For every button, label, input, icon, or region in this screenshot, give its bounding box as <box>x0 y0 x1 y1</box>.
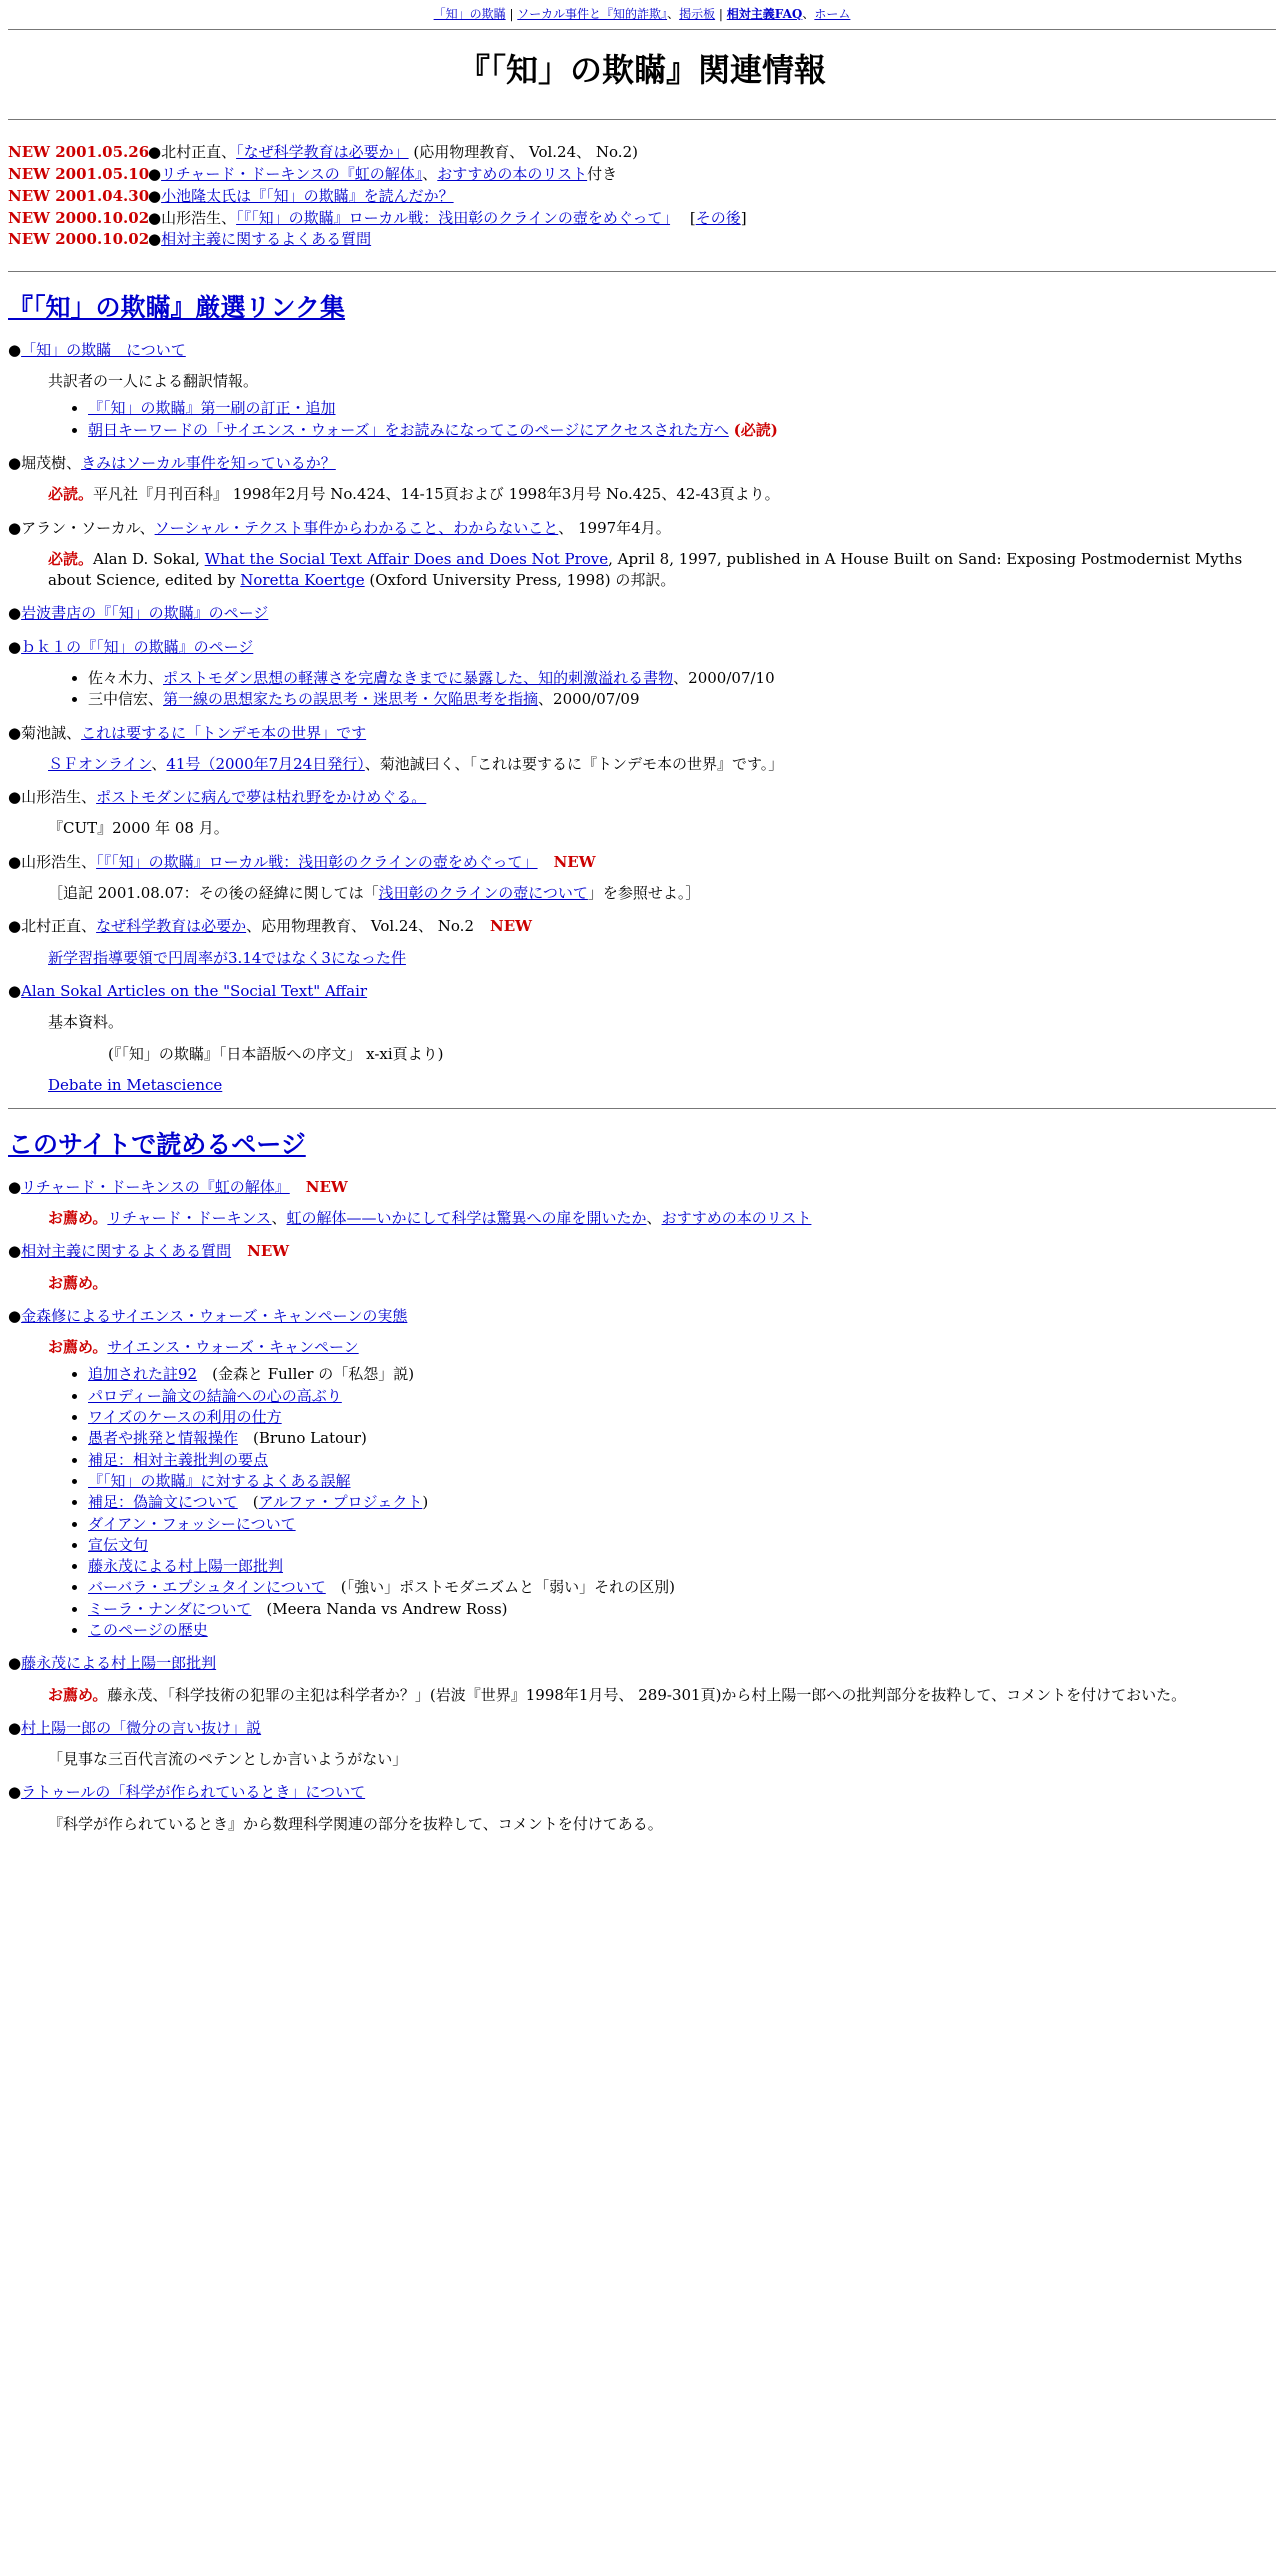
entry-body <box>48 754 1276 775</box>
list-item <box>88 689 1276 710</box>
review-link[interactable]: 第一線の思想家たちの誤思考・迷思考・欠陥思考を指摘 <box>163 690 539 709</box>
list-item <box>88 1471 1276 1492</box>
entry-link[interactable]: ソーシャル・テクスト事件からわかること、わからないこと <box>154 518 559 537</box>
entry-body: お薦め。リチャード・ドーキンス、虹の解体——いかにして科学は驚異への扉を開いたか、おすすめの本のリスト <box>48 1208 812 1227</box>
entry-link[interactable]: 村上陽一郎の「微分の言い抜け」説 <box>21 1718 262 1737</box>
new-badge: NEW <box>490 917 532 936</box>
new-badge: NEW <box>305 1177 348 1196</box>
nav-separator: 、 <box>802 7 815 21</box>
entry-link[interactable]: Alan Sokal Articles on the "Social Text" Affair <box>21 981 368 1000</box>
entry-source: 、応用物理教育、 Vol.24、 No.2 <box>246 917 474 936</box>
page-entry: ●藤永茂による村上陽一郎批判 <box>8 1654 217 1673</box>
sub-page-link[interactable]: 補足：偽論文について <box>88 1493 238 1512</box>
entry-description: 平凡社『月刊百科』 1998年2月号 No.424、14-15頁および 1998年3月号 No.425、42-43頁より。 <box>93 485 780 504</box>
must-read-badge: (必読) <box>733 420 778 439</box>
entry-author: ●山形浩生、 <box>8 788 97 807</box>
entry-body <box>48 948 1276 969</box>
news-link[interactable]: 小池隆太氏は『「知」の欺瞞』を読んだか？ <box>161 186 454 205</box>
nav-link-sokal-affair[interactable]: ソーカル事件と『知的詐欺』 <box>517 7 668 21</box>
list-item <box>88 1450 1276 1471</box>
entry-description: 基本資料。 <box>48 1013 124 1032</box>
entry-author: ●北村正直、 <box>8 917 97 936</box>
entry-link[interactable]: ラトゥールの「科学が作られているとき」について <box>21 1783 366 1802</box>
news-prefix: ●山形浩生、 <box>148 208 237 227</box>
entry-description: 『科学が作られているとき』から数理科学関連の部分を抜粋して、コメントを付けてある。 <box>48 1814 663 1833</box>
link-entry: ●「知」の欺瞞 について <box>8 340 186 359</box>
list-item <box>88 1428 1276 1449</box>
news-link[interactable]: その後 <box>695 208 741 227</box>
entry-body <box>48 818 1276 839</box>
entry-body <box>48 668 1276 711</box>
entry-body <box>48 883 1276 904</box>
sub-page-link[interactable]: 宣伝文句 <box>88 1535 149 1554</box>
news-prefix: ● <box>148 186 162 205</box>
must-read-badge: 必読。 <box>48 549 94 568</box>
news-suffix: (応用物理教育、 Vol.24、 No.2) <box>408 143 638 162</box>
separator: 、 <box>151 754 167 773</box>
entry-note <box>48 1075 1276 1096</box>
sub-page-link[interactable]: ミーラ・ナンダについて <box>88 1599 252 1618</box>
entry-description: 」を参照せよ。］ <box>587 884 701 903</box>
news-prefix: ●北村正直、 <box>148 143 237 162</box>
campaign-link[interactable]: サイエンス・ウォーズ・キャンペーン <box>107 1338 359 1357</box>
link-entry <box>8 453 1276 474</box>
link-entry: ●ｂｋ１の『「知」の欺瞞』のページ <box>8 637 254 656</box>
news-item <box>8 142 1276 164</box>
entry-author: ●菊池誠、 <box>8 723 82 742</box>
sub-page-link[interactable]: 藤永茂による村上陽一郎批判 <box>88 1557 284 1576</box>
entry-description: 藤永茂、「科学技術の犯罪の主犯は科学者か？」(岩波『世界』1998年1月号、 289-301頁)から村上陽一郎への批判部分を抜粋して、コメントを付けておいた。 <box>107 1685 1187 1704</box>
nav-link-chi-no-giman[interactable]: 「知」の欺瞞 <box>433 7 506 21</box>
news-link[interactable]: リチャード・ドーキンスの『虹の解体』 <box>161 165 423 184</box>
entry-description: 『CUT』2000 年 08 月。 <box>48 819 229 838</box>
sf-online-link[interactable]: ＳＦオンライン <box>48 754 152 773</box>
news-link[interactable]: 「なぜ科学教育は必要か」 <box>236 143 409 162</box>
list-item <box>88 1407 1276 1428</box>
list-item <box>88 1556 1276 1577</box>
entry-link[interactable]: きみはソーカル事件を知っているか？ <box>81 453 336 472</box>
nav-link-home[interactable]: ホーム <box>814 7 851 21</box>
page-title: 『「知」の欺瞞』関連情報 <box>457 51 826 90</box>
entry-description: ［追記 2001.08.07：その後の経緯に関しては「 <box>48 884 379 903</box>
sub-link[interactable]: 朝日キーワードの「サイエンス・ウォーズ」をお読みになってこのページにアクセスされた方へ <box>88 420 729 439</box>
followup-link[interactable]: 浅田彰のクラインの壺について <box>378 884 588 903</box>
sub-page-note: ( <box>237 1493 259 1512</box>
entry-author: ●堀茂樹、 <box>8 453 82 472</box>
entry-body <box>48 484 1276 505</box>
entry-body <box>48 549 1276 592</box>
author-link[interactable]: リチャード・ドーキンス <box>107 1208 272 1227</box>
pi-link[interactable]: 新学習指導要領で円周率が3.14ではなく3になった件 <box>48 948 406 967</box>
sub-page-note: (金森と Fuller の「私怨」説) <box>197 1365 415 1384</box>
alpha-project-link[interactable]: アルファ・プロジェクト <box>258 1493 423 1512</box>
news-prefix: ● <box>148 165 162 184</box>
entry-link[interactable]: 金森修によるサイエンス・ウォーズ・キャンペーンの実態 <box>21 1306 408 1325</box>
page-entry: ●金森修によるサイエンス・ウォーズ・キャンペーンの実態 <box>8 1306 408 1325</box>
news-list <box>8 142 1276 251</box>
section-heading-link[interactable]: このサイトで読めるページ <box>8 1130 306 1160</box>
divider <box>8 29 1276 30</box>
section-heading-link[interactable]: 『「知」の欺瞞』厳選リンク集 <box>8 293 346 323</box>
news-prefix: ● <box>148 230 162 249</box>
review-author: 佐々木力、 <box>88 668 164 687</box>
entry-description: 、菊池誠曰く、「これは要するに『トンデモ本の世界』です。」 <box>364 754 784 773</box>
sub-page-link[interactable]: 追加された註92 <box>88 1365 198 1384</box>
book-link[interactable]: 虹の解体——いかにして科学は驚異への扉を開いたか <box>286 1208 647 1227</box>
entry-date: 、 1997年4月。 <box>558 518 671 537</box>
review-date: 、2000/07/10 <box>673 668 775 687</box>
sub-page-link[interactable]: ワイズのケースの利用の仕方 <box>88 1408 282 1427</box>
nav-separator: | <box>505 7 518 21</box>
list-item <box>88 420 1276 441</box>
entry-description: Alan D. Sokal, <box>93 549 205 568</box>
list-item <box>88 1599 1276 1620</box>
sub-link-list <box>48 668 1276 711</box>
list-item <box>88 1620 1276 1641</box>
entry-body <box>48 1685 1276 1706</box>
link-entry: ●岩波書店の『「知」の欺瞞』のページ <box>8 604 269 623</box>
news-link[interactable]: 相対主義に関するよくある質問 <box>161 230 372 249</box>
link-entry <box>8 916 1276 937</box>
list-item <box>88 398 1276 419</box>
must-read-badge: 必読。 <box>48 485 94 504</box>
entry-author: ●山形浩生、 <box>8 852 97 871</box>
recommended-badge: お薦め。 <box>48 1338 108 1357</box>
section-heading <box>8 290 1276 326</box>
news-date: NEW 2001.04.30 <box>8 186 150 205</box>
link-entry <box>8 852 1276 873</box>
link-entry <box>8 518 1276 539</box>
review-author: 三中信宏、 <box>88 690 164 709</box>
news-suffix: ] <box>740 208 747 227</box>
sub-page-link[interactable]: 補足：相対主義批判の要点 <box>88 1450 269 1469</box>
sub-link[interactable]: 『「知」の欺瞞』第一刷の訂正・追加 <box>88 399 336 418</box>
entry-link[interactable]: 「『「知」の欺瞞』ローカル戦：浅田彰のクラインの壺をめぐって」 <box>96 852 538 871</box>
entry-description: (Oxford University Press, 1998) の邦訳。 <box>364 571 676 590</box>
page-entry: ●リチャード・ドーキンスの『虹の解体』 NEW <box>8 1177 348 1196</box>
nav-separator: | <box>715 7 727 21</box>
news-suffix: 付き <box>587 165 618 184</box>
divider <box>8 1108 1276 1109</box>
list-item <box>88 668 1276 689</box>
sub-page-link[interactable]: バーバラ・エプシュタインについて <box>88 1578 326 1597</box>
news-item <box>8 164 1276 186</box>
link-entry: ●Alan Sokal Articles on the "Social Text" Affair <box>8 981 368 1000</box>
sub-page-link[interactable]: パロディー論文の結論への心の高ぶり <box>88 1386 342 1405</box>
entry-link[interactable]: ポストモダンに病んで夢は枯れ野をかけめぐる。 <box>96 788 427 807</box>
sub-page-link[interactable]: ダイアン・フォッシーについて <box>88 1514 296 1533</box>
sub-page-link[interactable]: 『「知」の欺瞞』に対するよくある誤解 <box>88 1471 351 1490</box>
entry-link[interactable]: なぜ科学教育は必要か <box>96 917 247 936</box>
entry-link[interactable]: 岩波書店の『「知」の欺瞞』のページ <box>21 604 269 623</box>
entry-body <box>48 1337 1276 1641</box>
entry-body <box>48 1749 1276 1770</box>
page-entry: ●相対主義に関するよくある質問 NEW <box>8 1242 290 1261</box>
news-item <box>8 186 1276 208</box>
entry-description: , April 8, 1997, published in A House Built on Sand: Exposing Postmodernist Myths about Science, edited by <box>48 549 1243 590</box>
sub-page-link[interactable]: 愚者や挑発と情報操作 <box>88 1429 239 1448</box>
entry-link[interactable]: ｂｋ１の『「知」の欺瞞』のページ <box>21 637 254 656</box>
recommended-badge: お薦め。 <box>48 1273 108 1292</box>
list-item <box>88 1514 1276 1535</box>
article-link[interactable]: What the Social Text Affair Does and Does Not Prove <box>204 549 609 568</box>
entry-description: 共訳者の一人による翻訳情報。 <box>48 372 259 391</box>
entry-body <box>48 1012 1276 1096</box>
news-item <box>8 208 1276 230</box>
link-entry <box>8 723 1276 744</box>
editor-link[interactable]: Noretta Koertge <box>240 571 365 590</box>
list-item <box>88 1577 1276 1598</box>
entry-body <box>48 1814 1276 1835</box>
divider <box>8 271 1276 272</box>
news-date: NEW 2001.05.10 <box>8 165 150 184</box>
issue-link[interactable]: 41号（2000年7月24日発行） <box>166 754 365 773</box>
sub-page-link[interactable]: このページの歴史 <box>88 1620 208 1639</box>
entry-description: 「見事な三百代言流のペテンとしか言いようがない」 <box>48 1750 408 1769</box>
news-date: NEW 2000.10.02 <box>8 230 150 249</box>
entry-body <box>48 1273 1276 1294</box>
entry-link[interactable]: リチャード・ドーキンスの『虹の解体』 <box>21 1177 290 1196</box>
entry-body <box>48 371 1276 441</box>
entry-link[interactable]: 相対主義に関するよくある質問 <box>21 1242 232 1261</box>
quote-source: (『「知」の欺瞞』「日本語版への序文」 x-xi頁より) <box>108 1044 444 1063</box>
page-entry: ●ラトゥールの「科学が作られているとき」について <box>8 1783 366 1802</box>
news-suffix: 、 <box>422 165 438 184</box>
recommended-badge: お薦め。 <box>48 1208 108 1227</box>
sub-page-note: (Meera Nanda vs Andrew Ross) <box>251 1599 508 1618</box>
new-badge: NEW <box>247 1242 290 1261</box>
news-link[interactable]: おすすめの本のリスト <box>437 165 588 184</box>
metascience-link[interactable]: Debate in Metascience <box>48 1075 223 1094</box>
news-item <box>8 229 1276 251</box>
entry-link[interactable]: これは要するに「トンデモ本の世界」です <box>81 723 367 742</box>
list-item <box>88 1386 1276 1407</box>
nav-separator: 、 <box>667 7 680 21</box>
entry-author: ●アラン・ソーカル、 <box>8 518 155 537</box>
review-link[interactable]: ポストモダン思想の軽薄さを完膚なきまでに暴露した、知的刺激溢れる書物 <box>163 668 674 687</box>
entry-link[interactable]: 「知」の欺瞞 について <box>21 340 186 359</box>
sub-page-note: ) <box>422 1493 429 1512</box>
news-date: NEW 2000.10.02 <box>8 208 150 227</box>
sub-link-list <box>48 398 1276 441</box>
news-date: NEW 2001.05.26 <box>8 143 150 162</box>
nav-link-relativism-faq[interactable]: 相対主義FAQ <box>726 7 803 21</box>
list-item <box>88 1364 1276 1385</box>
news-link[interactable]: 「『「知」の欺瞞』ローカル戦：浅田彰のクラインの壺をめぐって」 <box>236 208 671 227</box>
top-nav <box>8 6 1276 23</box>
divider <box>8 119 1276 120</box>
page-entry: ●村上陽一郎の「微分の言い抜け」説 <box>8 1718 262 1737</box>
new-badge: NEW <box>553 852 596 871</box>
sub-page-note: (Bruno Latour) <box>238 1429 367 1448</box>
news-suffix: [ <box>670 208 696 227</box>
nav-link-bbs[interactable]: 掲示板 <box>679 7 716 21</box>
book-list-link[interactable]: おすすめの本のリスト <box>661 1208 812 1227</box>
review-date: 、2000/07/09 <box>538 690 640 709</box>
sub-page-note: (「強い」ポストモダニズムと「弱い」それの区別) <box>325 1578 675 1597</box>
link-entry <box>8 787 1276 808</box>
list-item <box>88 1535 1276 1556</box>
list-item <box>88 1492 1276 1513</box>
section-heading <box>8 1127 1276 1163</box>
entry-link[interactable]: 藤永茂による村上陽一郎批判 <box>21 1654 217 1673</box>
recommended-badge: お薦め。 <box>48 1685 108 1704</box>
sub-page-list <box>48 1364 1276 1641</box>
